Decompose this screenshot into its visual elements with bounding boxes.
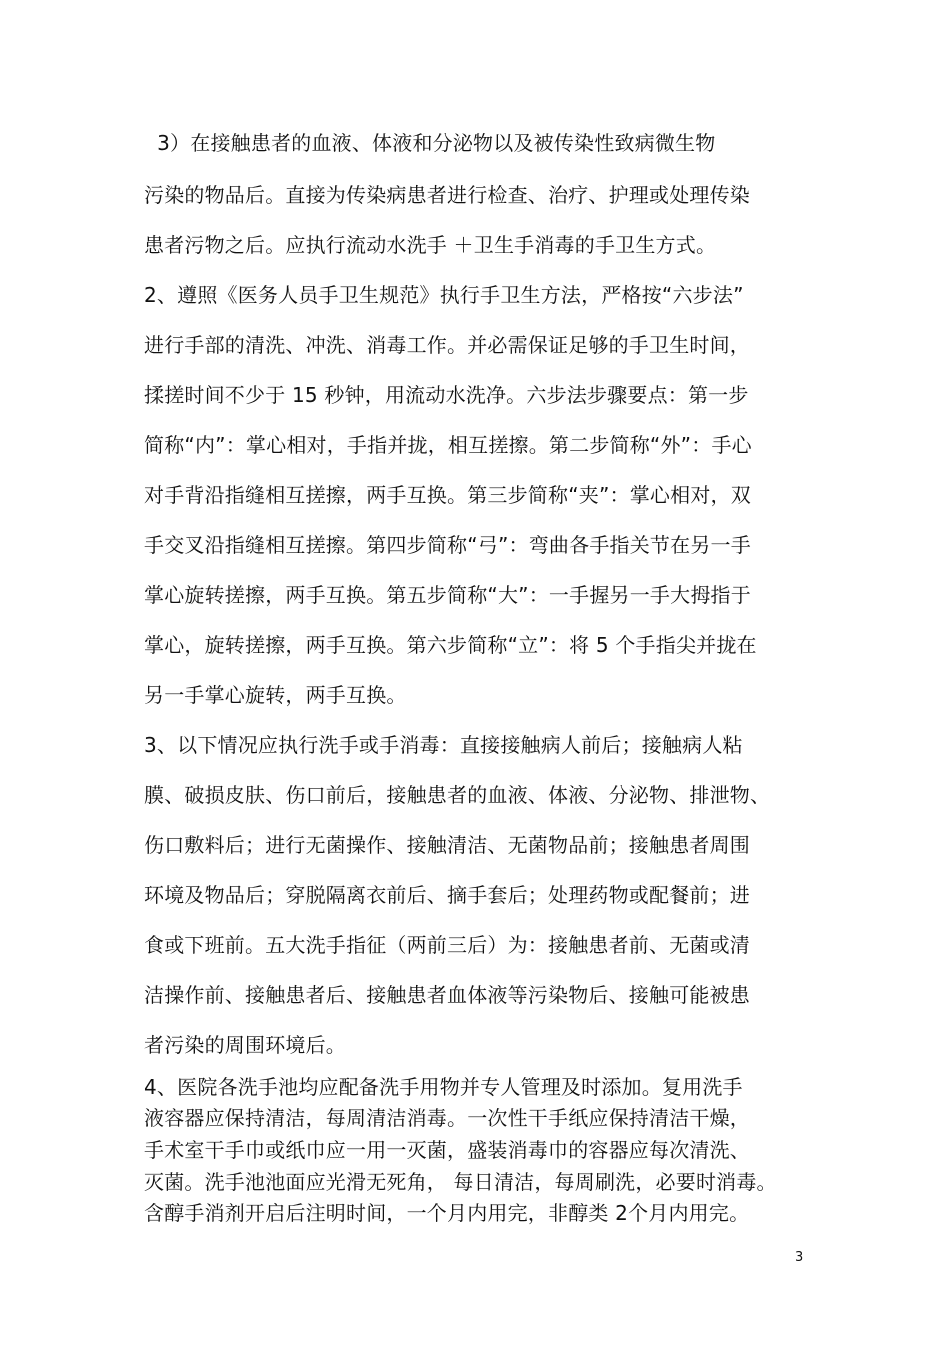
text-line: 进行手部的清洗、冲洗、消毒工作。并必需保证足够的手卫生时间，: [144, 333, 750, 357]
text-line: 液容器应保持清洁，每周清洁消毒。一次性干手纸应保持清洁干燥，: [144, 1106, 750, 1130]
text-line: 伤口敷料后；进行无菌操作、接触清洁、无菌物品前；接触患者周围: [144, 833, 750, 857]
text-line: 手交叉沿指缝相互搓擦。第四步简称“弓”：弯曲各手指关节在另一手: [144, 533, 751, 557]
page-number: 3: [795, 1250, 804, 1265]
text-line: 灭菌。洗手池池面应光滑无死角， 每日清洁，每周刷洗，必要时消毒。: [144, 1170, 777, 1194]
text-line: 污染的物品后。直接为传染病患者进行检查、治疗、护理或处理传染: [144, 183, 750, 207]
text-line: 环境及物品后；穿脱隔离衣前后、摘手套后；处理药物或配餐前；进: [144, 883, 750, 907]
text-line: 洁操作前、接触患者后、接触患者血体液等污染物后、接触可能被患: [144, 983, 750, 1007]
text-line: 膜、破损皮肤、伤口前后，接触患者的血液、体液、分泌物、排泄物、: [144, 783, 771, 807]
text-line: 掌心，旋转搓擦，两手互换。第六步简称“立”：将 5 个手指尖并拢在: [144, 633, 757, 657]
text-line: 3）在接触患者的血液、体液和分泌物以及被传染性致病微生物: [144, 131, 716, 155]
text-line: 患者污物之后。应执行流动水洗手 ＋卫生手消毒的手卫生方式。: [144, 233, 717, 257]
text-line: 者污染的周围环境后。: [144, 1033, 346, 1057]
text-line: 掌心旋转搓擦，两手互换。第五步简称“大”：一手握另一手大拇指于: [144, 583, 751, 607]
text-line: 对手背沿指缝相互搓擦，两手互换。第三步简称“夹”：掌心相对，双: [144, 483, 751, 507]
text-line: 另一手掌心旋转，两手互换。: [144, 683, 407, 707]
text-line: 3、以下情况应执行洗手或手消毒：直接接触病人前后；接触病人粘: [144, 733, 743, 757]
text-line: 揉搓时间不少于 15 秒钟，用流动水洗净。六步法步骤要点：第一步: [144, 383, 749, 407]
text-line: 含醇手消剂开启后注明时间，一个月内用完，非醇类 2个月内用完。: [144, 1201, 750, 1225]
text-line: 手术室干手巾或纸巾应一用一灭菌，盛装消毒巾的容器应每次清洗、: [144, 1138, 750, 1162]
text-line: 食或下班前。五大洗手指征（两前三后）为：接触患者前、无菌或清: [144, 933, 750, 957]
text-line: 2、遵照《医务人员手卫生规范》执行手卫生方法，严格按“六步法”: [144, 283, 744, 307]
text-line: 4、医院各洗手池均应配备洗手用物并专人管理及时添加。复用洗手: [144, 1075, 743, 1099]
text-line: 简称“内”：掌心相对，手指并拢，相互搓擦。第二步简称“外”：手心: [144, 433, 752, 457]
